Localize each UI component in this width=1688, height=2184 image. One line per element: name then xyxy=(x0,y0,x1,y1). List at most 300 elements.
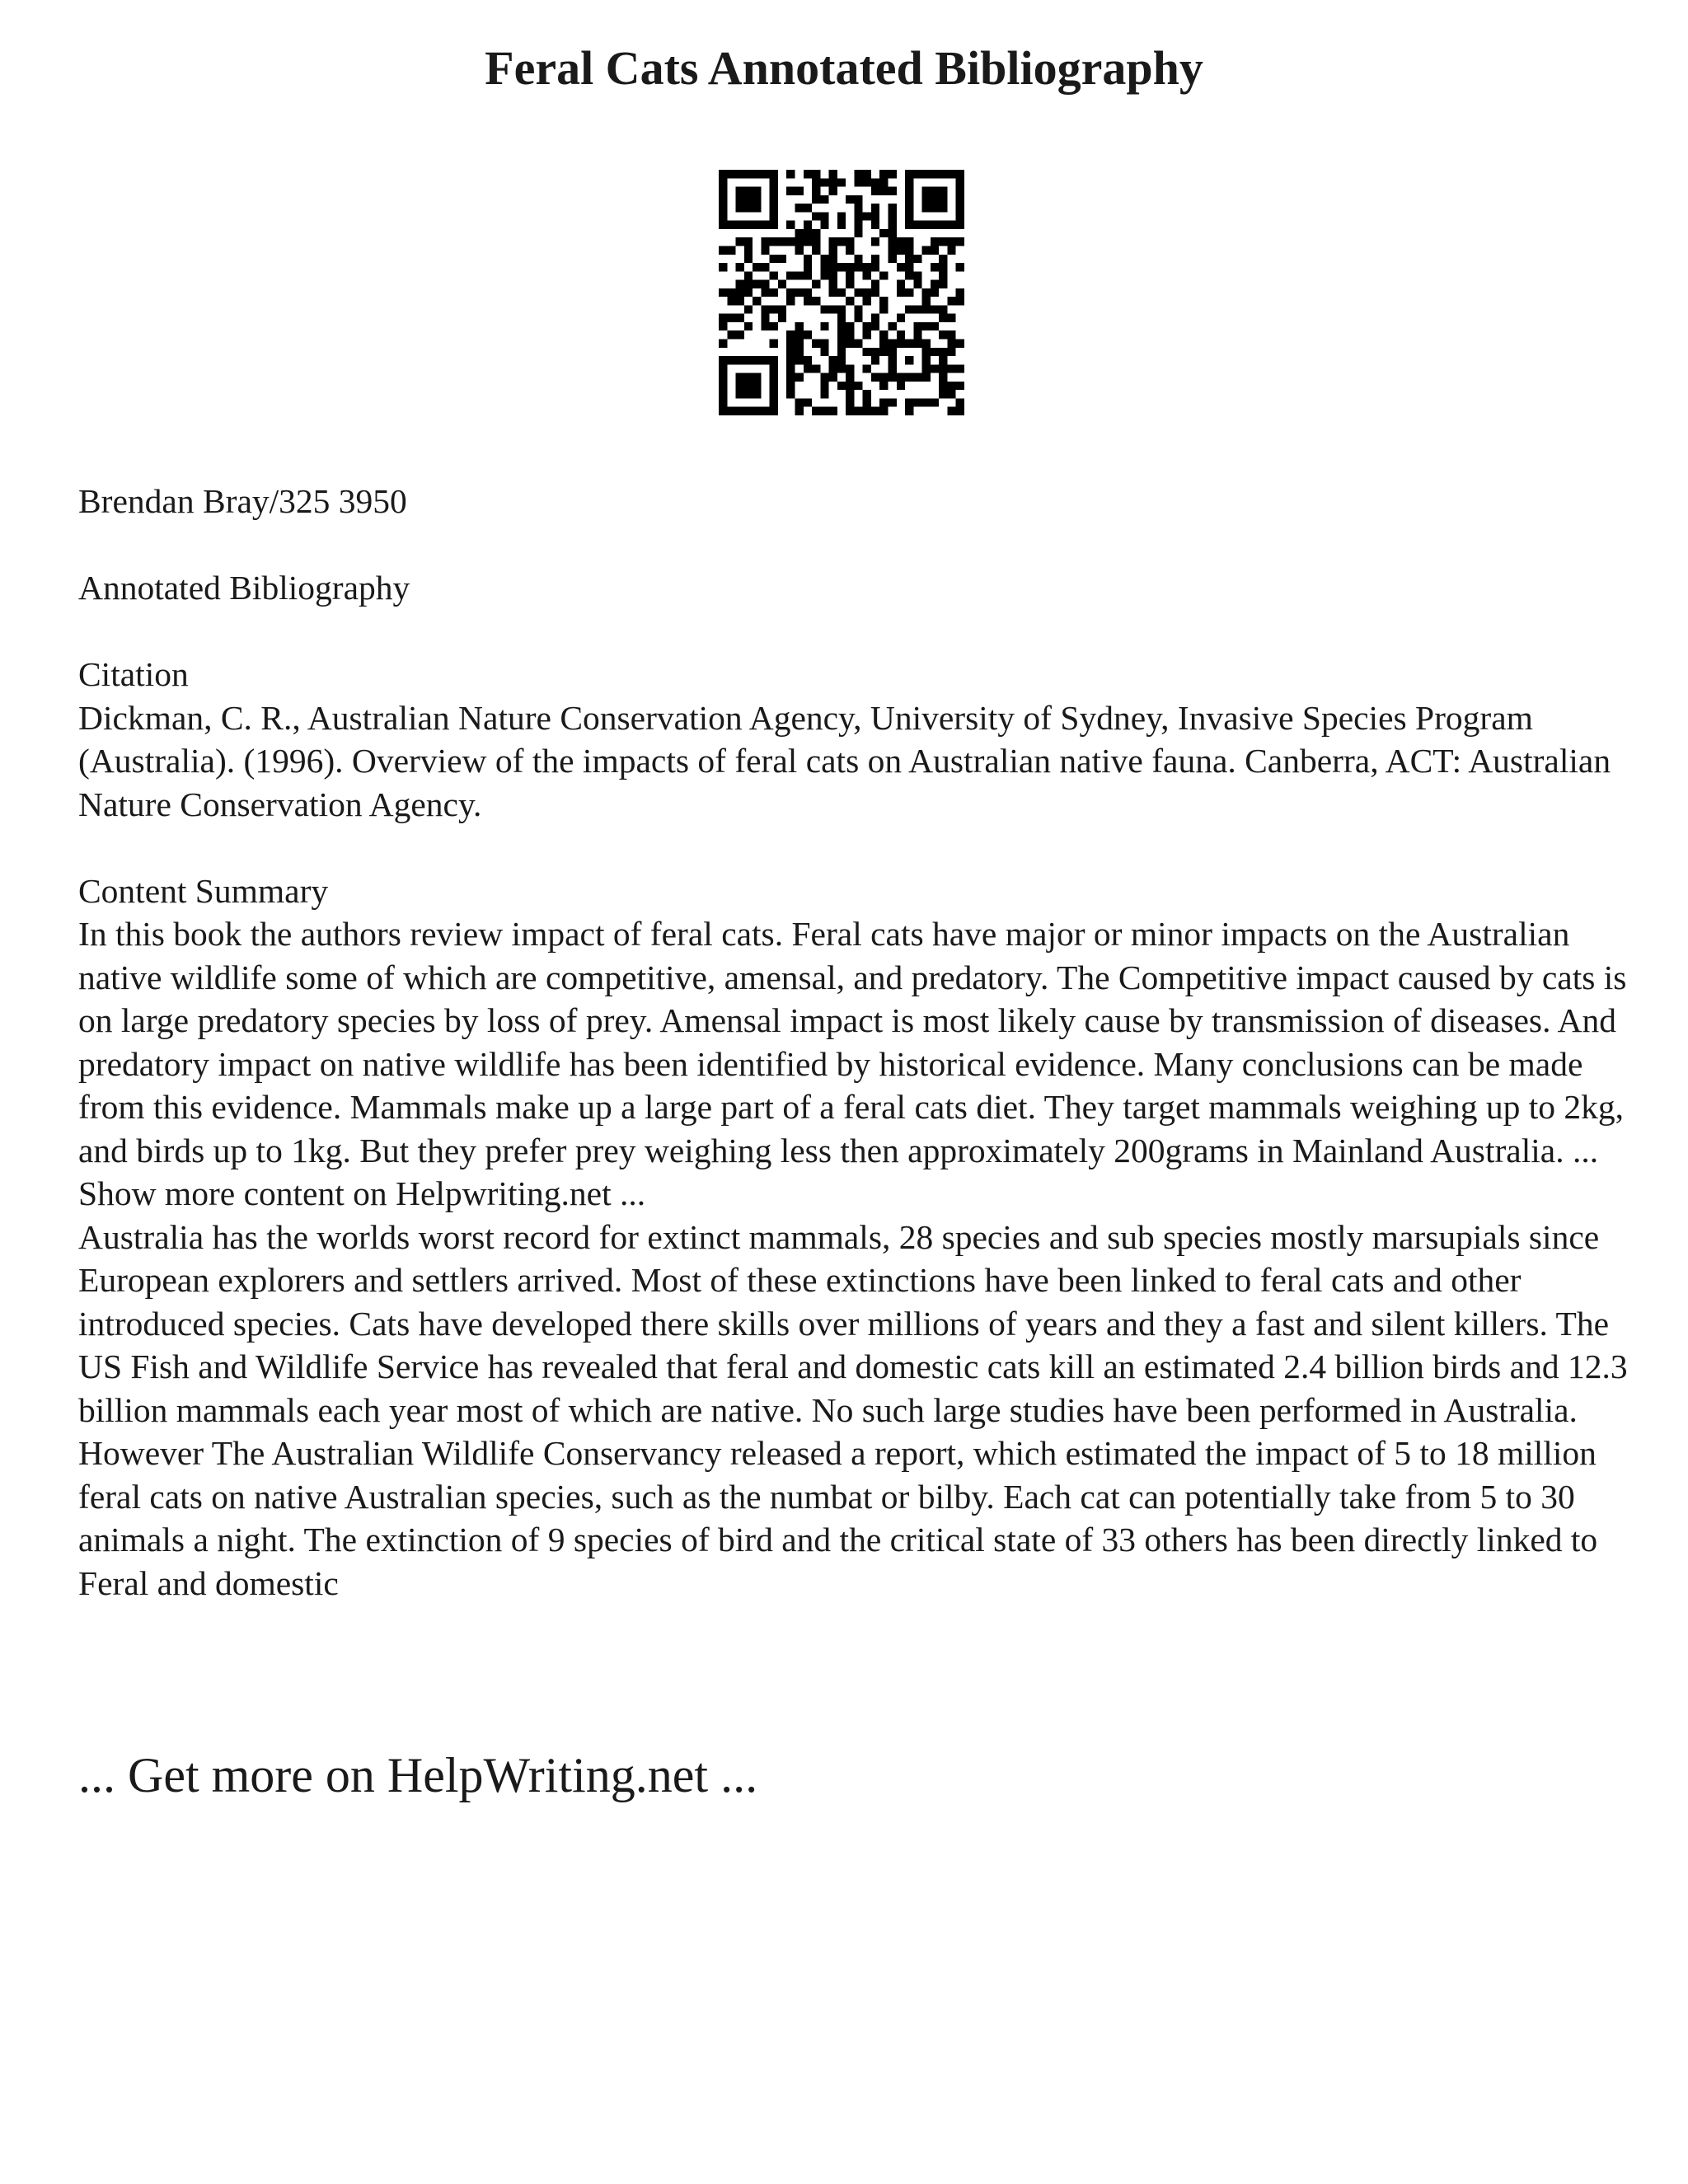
qr-module xyxy=(778,305,786,313)
qr-module xyxy=(829,271,837,279)
qr-module xyxy=(905,340,913,348)
qr-module xyxy=(889,204,897,212)
qr-module xyxy=(854,314,862,322)
qr-module xyxy=(846,407,854,415)
qr-module xyxy=(753,204,761,212)
qr-module xyxy=(719,178,727,186)
qr-module xyxy=(889,229,897,237)
qr-module xyxy=(778,255,786,263)
qr-module xyxy=(736,204,744,212)
qr-module xyxy=(939,271,947,279)
qr-module xyxy=(905,246,913,254)
qr-module xyxy=(744,382,753,390)
qr-module xyxy=(829,407,837,415)
qr-module xyxy=(719,212,727,220)
qr-module xyxy=(786,271,795,279)
qr-module xyxy=(854,229,862,237)
qr-module xyxy=(846,390,854,398)
qr-module xyxy=(778,314,786,322)
qr-module xyxy=(804,229,812,237)
qr-module xyxy=(753,170,761,178)
qr-module xyxy=(761,280,769,288)
qr-module xyxy=(846,373,854,382)
qr-module xyxy=(829,178,837,186)
qr-module xyxy=(956,340,964,348)
qr-module xyxy=(820,178,828,186)
qr-module xyxy=(744,221,753,229)
qr-module xyxy=(786,221,795,229)
qr-module xyxy=(922,221,931,229)
qr-module xyxy=(795,246,803,254)
qr-module xyxy=(939,390,947,398)
qr-module xyxy=(753,221,761,229)
qr-module xyxy=(931,170,939,178)
qr-module xyxy=(770,195,778,204)
qr-module xyxy=(889,246,897,254)
qr-module xyxy=(795,407,803,415)
qr-module xyxy=(922,305,931,313)
qr-module xyxy=(863,297,871,305)
qr-module xyxy=(939,330,947,339)
qr-module xyxy=(854,288,862,297)
qr-module xyxy=(837,237,846,246)
qr-module xyxy=(820,195,828,204)
qr-module xyxy=(947,340,955,348)
qr-module xyxy=(837,340,846,348)
qr-module xyxy=(770,178,778,186)
qr-module xyxy=(770,221,778,229)
qr-module xyxy=(753,297,761,305)
qr-module xyxy=(913,330,921,339)
qr-module xyxy=(922,398,931,406)
qr-module xyxy=(795,348,803,356)
qr-module xyxy=(879,340,888,348)
qr-module xyxy=(939,373,947,382)
qr-module xyxy=(905,195,913,204)
qr-module xyxy=(744,288,753,297)
qr-module xyxy=(761,288,769,297)
qr-module xyxy=(897,280,905,288)
qr-module xyxy=(795,237,803,246)
qr-module xyxy=(897,263,905,271)
qr-module xyxy=(871,212,879,220)
qr-module xyxy=(770,187,778,195)
qr-module xyxy=(863,330,871,339)
qr-module xyxy=(795,340,803,348)
qr-module xyxy=(879,178,888,186)
qr-module xyxy=(727,330,735,339)
qr-module xyxy=(719,356,727,364)
qr-module xyxy=(719,195,727,204)
qr-module xyxy=(812,187,820,195)
qr-module xyxy=(744,195,753,204)
qr-module xyxy=(736,288,744,297)
qr-module xyxy=(905,356,913,364)
qr-module xyxy=(719,246,727,254)
qr-module xyxy=(863,170,871,178)
qr-module xyxy=(863,398,871,406)
qr-module xyxy=(736,170,744,178)
qr-module xyxy=(846,398,854,406)
citation-heading: Citation xyxy=(78,655,189,693)
qr-module xyxy=(804,297,812,305)
qr-module xyxy=(879,398,888,406)
qr-module xyxy=(770,288,778,297)
qr-module xyxy=(871,288,879,297)
qr-module xyxy=(736,390,744,398)
qr-module xyxy=(879,229,888,237)
qr-module xyxy=(905,288,913,297)
qr-module xyxy=(753,390,761,398)
qr-module xyxy=(736,263,744,271)
qr-module xyxy=(719,398,727,406)
qr-module xyxy=(854,212,862,220)
qr-module xyxy=(770,322,778,330)
qr-module xyxy=(922,340,931,348)
qr-module xyxy=(837,314,846,322)
qr-module xyxy=(947,246,955,254)
qr-module xyxy=(837,356,846,364)
qr-module xyxy=(812,407,820,415)
qr-module xyxy=(889,364,897,373)
qr-module xyxy=(863,212,871,220)
qr-module xyxy=(744,255,753,263)
qr-module xyxy=(736,221,744,229)
qr-module xyxy=(931,288,939,297)
qr-module xyxy=(744,204,753,212)
qr-module xyxy=(947,364,955,373)
qr-module xyxy=(804,170,812,178)
qr-module xyxy=(820,322,828,330)
qr-module xyxy=(736,280,744,288)
qr-module xyxy=(804,221,812,229)
qr-module xyxy=(736,297,744,305)
qr-module xyxy=(922,322,931,330)
qr-module xyxy=(871,322,879,330)
qr-module xyxy=(795,271,803,279)
qr-module xyxy=(829,373,837,382)
qr-module xyxy=(786,382,795,390)
qr-module xyxy=(804,330,812,339)
qr-module xyxy=(719,263,727,271)
qr-module xyxy=(770,373,778,382)
qr-module xyxy=(786,390,795,398)
qr-module xyxy=(829,170,837,178)
qr-module xyxy=(820,271,828,279)
qr-module xyxy=(719,314,727,322)
qr-module xyxy=(854,407,862,415)
qr-module xyxy=(956,178,964,186)
spacer xyxy=(78,523,1628,567)
qr-module xyxy=(922,356,931,364)
qr-module xyxy=(770,364,778,373)
qr-module xyxy=(931,237,939,246)
qr-module xyxy=(879,170,888,178)
qr-module xyxy=(931,280,939,288)
qr-module xyxy=(846,340,854,348)
qr-module xyxy=(863,407,871,415)
qr-module xyxy=(820,221,828,229)
qr-module xyxy=(719,221,727,229)
qr-module xyxy=(778,237,786,246)
qr-module xyxy=(719,382,727,390)
qr-module xyxy=(736,187,744,195)
qr-module xyxy=(837,322,846,330)
qr-module xyxy=(727,356,735,364)
qr-module xyxy=(744,170,753,178)
qr-module xyxy=(846,271,854,279)
qr-module xyxy=(736,356,744,364)
qr-module xyxy=(727,297,735,305)
qr-module xyxy=(786,356,795,364)
qr-module xyxy=(854,263,862,271)
qr-module xyxy=(727,246,735,254)
qr-module xyxy=(931,263,939,271)
qr-module xyxy=(786,187,795,195)
qr-code-icon xyxy=(719,170,964,415)
qr-module xyxy=(956,407,964,415)
qr-module xyxy=(820,390,828,398)
qr-module xyxy=(905,187,913,195)
qr-module xyxy=(804,255,812,263)
qr-module xyxy=(889,187,897,195)
qr-module xyxy=(947,314,955,322)
qr-module xyxy=(889,348,897,356)
qr-module xyxy=(719,322,727,330)
qr-module xyxy=(736,195,744,204)
qr-module xyxy=(795,229,803,237)
qr-module xyxy=(770,170,778,178)
qr-module xyxy=(719,170,727,178)
qr-module xyxy=(770,390,778,398)
qr-module xyxy=(786,340,795,348)
qr-module xyxy=(829,288,837,297)
qr-module xyxy=(939,170,947,178)
qr-module xyxy=(939,255,947,263)
qr-module xyxy=(871,263,879,271)
qr-module xyxy=(854,221,862,229)
qr-module xyxy=(829,364,837,373)
qr-module xyxy=(820,263,828,271)
qr-module xyxy=(863,348,871,356)
qr-module xyxy=(879,373,888,382)
qr-module xyxy=(761,305,769,313)
qr-module xyxy=(939,263,947,271)
qr-module xyxy=(770,255,778,263)
qr-module xyxy=(820,305,828,313)
qr-module xyxy=(939,221,947,229)
qr-module xyxy=(939,280,947,288)
qr-module xyxy=(897,288,905,297)
qr-module xyxy=(744,390,753,398)
qr-module xyxy=(956,288,964,297)
qr-module xyxy=(922,348,931,356)
qr-module xyxy=(786,364,795,373)
qr-module xyxy=(913,255,921,263)
qr-module xyxy=(829,187,837,195)
qr-module xyxy=(753,187,761,195)
qr-module xyxy=(931,322,939,330)
qr-module xyxy=(770,204,778,212)
qr-module xyxy=(897,373,905,382)
qr-module xyxy=(897,246,905,254)
qr-module xyxy=(889,170,897,178)
qr-module xyxy=(939,314,947,322)
qr-module xyxy=(770,271,778,279)
get-more-link[interactable]: ... Get more on HelpWriting.net ... xyxy=(78,1748,758,1802)
qr-module xyxy=(812,237,820,246)
qr-module xyxy=(939,187,947,195)
qr-module xyxy=(761,356,769,364)
qr-module xyxy=(905,178,913,186)
qr-module xyxy=(812,170,820,178)
qr-module xyxy=(897,314,905,322)
qr-module xyxy=(744,322,753,330)
qr-module xyxy=(812,246,820,254)
qr-module xyxy=(761,314,769,322)
qr-module xyxy=(786,373,795,382)
qr-module xyxy=(947,221,955,229)
qr-module xyxy=(795,373,803,382)
qr-module xyxy=(753,356,761,364)
qr-module xyxy=(956,212,964,220)
qr-module xyxy=(956,398,964,406)
qr-module xyxy=(947,297,955,305)
qr-module xyxy=(889,356,897,364)
qr-module xyxy=(736,330,744,339)
qr-module xyxy=(947,382,955,390)
qr-module xyxy=(820,373,828,382)
qr-module xyxy=(846,330,854,339)
qr-module xyxy=(913,221,921,229)
qr-module xyxy=(804,398,812,406)
qr-module xyxy=(863,364,871,373)
qr-module xyxy=(812,178,820,186)
qr-module xyxy=(778,280,786,288)
qr-module xyxy=(854,255,862,263)
qr-module xyxy=(939,305,947,313)
qr-module xyxy=(744,187,753,195)
qr-module xyxy=(753,373,761,382)
qr-module xyxy=(846,280,854,288)
qr-module xyxy=(913,340,921,348)
qr-module xyxy=(719,373,727,382)
qr-module xyxy=(956,187,964,195)
qr-module xyxy=(871,280,879,288)
qr-module xyxy=(770,382,778,390)
qr-module xyxy=(795,322,803,330)
qr-module xyxy=(804,356,812,364)
qr-module xyxy=(913,322,921,330)
author-line: Brendan Bray/325 3950 xyxy=(78,482,407,520)
qr-module xyxy=(804,204,812,212)
qr-module xyxy=(804,263,812,271)
qr-module xyxy=(863,263,871,271)
qr-module xyxy=(770,407,778,415)
qr-module xyxy=(719,390,727,398)
qr-module xyxy=(956,237,964,246)
qr-module xyxy=(897,237,905,246)
qr-module xyxy=(939,382,947,390)
qr-module xyxy=(795,398,803,406)
qr-module xyxy=(829,263,837,271)
qr-module xyxy=(871,314,879,322)
qr-module xyxy=(812,340,820,348)
qr-module xyxy=(913,271,921,279)
qr-module xyxy=(786,348,795,356)
qr-module xyxy=(905,212,913,220)
qr-module xyxy=(846,237,854,246)
qr-module xyxy=(753,407,761,415)
qr-module xyxy=(829,305,837,313)
qr-module xyxy=(795,204,803,212)
qr-module xyxy=(727,407,735,415)
qr-module xyxy=(753,263,761,271)
qr-module xyxy=(770,237,778,246)
qr-module xyxy=(846,322,854,330)
qr-module xyxy=(846,195,854,204)
qr-module xyxy=(889,221,897,229)
qr-module xyxy=(947,330,955,339)
qr-module xyxy=(889,255,897,263)
qr-module xyxy=(837,305,846,313)
qr-module xyxy=(931,204,939,212)
qr-module xyxy=(922,187,931,195)
qr-module xyxy=(744,407,753,415)
qr-module xyxy=(854,170,862,178)
qr-module xyxy=(947,170,955,178)
qr-module xyxy=(812,297,820,305)
qr-module xyxy=(905,407,913,415)
qr-module xyxy=(820,407,828,415)
qr-module xyxy=(820,255,828,263)
summary-paragraph: Australia has the worlds worst record for extinct mammals, 28 species and sub species mostly marsupials since European explorers and settlers arrived. Most of these extinctions have been linked to feral cats and other introduced species. Cats have developed there skills over millions of years and they a fast and silent killers. The US Fish and Wildlife Service has revealed that feral and domestic cats kill an estimated 2.4 billion birds and 12.3 billion mammals each year most of which are native. No such large studies have been performed in Australia. However The Australian Wildlife Conservancy released a report, which estimated the impact of 5 to 18 million feral cats on native Australian species, such as the numbat or bilby. Each cat can potentially take from 5 to 30 animals a night. The extinction of 9 species of bird and the critical state of 33 others has been directly linked to Feral and domestic xyxy=(78,1217,1628,1602)
qr-module xyxy=(829,280,837,288)
qr-module xyxy=(863,178,871,186)
qr-module xyxy=(854,204,862,212)
qr-module xyxy=(820,212,828,220)
qr-module xyxy=(879,187,888,195)
qr-module xyxy=(744,305,753,313)
qr-module xyxy=(956,204,964,212)
qr-module xyxy=(889,398,897,406)
qr-module xyxy=(804,364,812,373)
qr-module xyxy=(804,288,812,297)
qr-module xyxy=(719,407,727,415)
qr-module xyxy=(931,221,939,229)
qr-module xyxy=(770,356,778,364)
qr-module xyxy=(736,373,744,382)
qr-module xyxy=(761,221,769,229)
qr-module xyxy=(820,340,828,348)
qr-module xyxy=(922,246,931,254)
qr-module xyxy=(922,373,931,382)
qr-module xyxy=(913,398,921,406)
qr-module xyxy=(905,263,913,271)
qr-module xyxy=(812,364,820,373)
qr-module xyxy=(820,382,828,390)
qr-module xyxy=(719,204,727,212)
qr-module xyxy=(863,288,871,297)
qr-module xyxy=(871,187,879,195)
qr-module xyxy=(871,373,879,382)
qr-module xyxy=(786,237,795,246)
qr-module xyxy=(795,356,803,364)
qr-module xyxy=(837,288,846,297)
qr-module xyxy=(889,340,897,348)
qr-module xyxy=(947,348,955,356)
qr-module xyxy=(846,263,854,271)
